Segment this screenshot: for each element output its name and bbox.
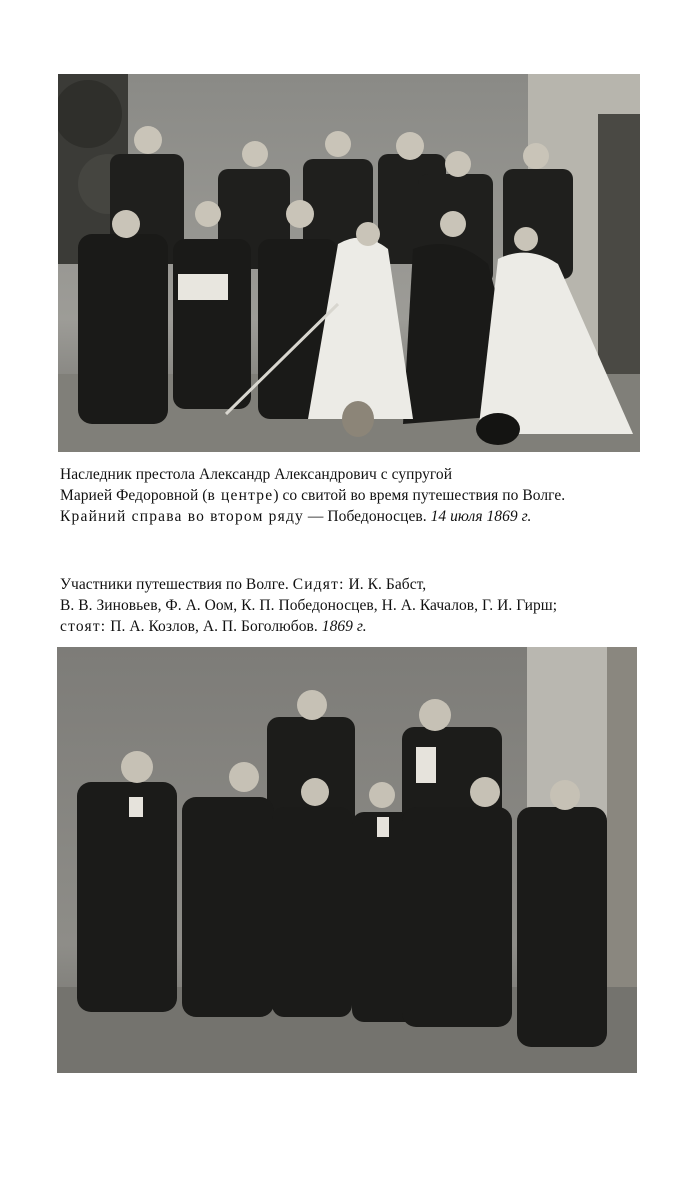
- group-photo-bottom-image: [57, 647, 637, 1073]
- caption-date: 1869 г.: [321, 618, 367, 635]
- caption-date: 14 июля 1869 г.: [430, 508, 532, 525]
- caption-line: [60, 464, 660, 485]
- caption-emphasis: Крайний справа во втором ряду: [60, 508, 304, 525]
- caption-line: [60, 574, 660, 595]
- caption-line: [60, 595, 660, 616]
- group-photo-top-image: [58, 74, 640, 452]
- caption-emphasis: стоят:: [60, 618, 107, 635]
- group-photo-top: [58, 74, 640, 452]
- caption-text: Наследник престола Александр Александрович с супругой: [60, 466, 453, 483]
- caption-text: И. К. Бабст,: [344, 576, 427, 593]
- caption-text: Марией Федоровной (: [60, 487, 208, 504]
- caption-text: П. А. Козлов, А. П. Боголюбов.: [106, 618, 322, 635]
- photo-caption-bottom: [60, 574, 660, 637]
- photo-caption-top: [60, 464, 660, 527]
- caption-text: В. В. Зиновьев, Ф. А. Оом, К. П. Победоносцев, Н. А. Качалов, Г. И. Гирш;: [60, 597, 558, 614]
- caption-line: [60, 506, 660, 527]
- caption-text: ) со свитой во время путешествия по Волге.: [273, 487, 566, 504]
- caption-line: [60, 616, 660, 637]
- caption-emphasis: в центре: [207, 487, 274, 504]
- caption-line: [60, 485, 660, 506]
- caption-text: Участники путешествия по Волге.: [60, 576, 293, 593]
- group-photo-bottom: [57, 647, 637, 1073]
- caption-emphasis: Сидят:: [292, 576, 345, 593]
- caption-text: — Победоносцев.: [304, 508, 431, 525]
